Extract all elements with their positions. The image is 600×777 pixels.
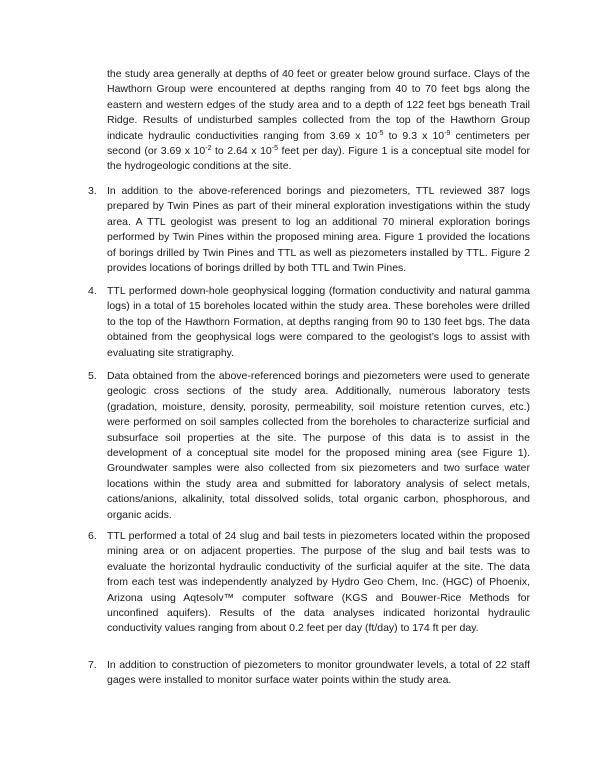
list-number: 3. (88, 185, 97, 197)
text-run: centimeters per second (or 3.69 x 10 (107, 129, 530, 158)
list-item-4: TTL performed down-hole geophysical logging (formation conductivity and natural gamma logs) in a total of 15 boreholes located within the study area. These boreholes were drilled to the top of the Hawthorn Formation, at depths ranging from 90 to 130 feet bgs. The data obtained from the geophysical logs were compared to the geologist’s logs to assist with evaluating site stratigraphy. (107, 285, 530, 359)
list-number: 5. (88, 370, 97, 382)
text-run: to 2.64 x 10 (211, 145, 272, 158)
text-run: to 9.3 x 10 (383, 129, 445, 142)
list-item-5: Data obtained from the above-referenced borings and piezometers were used to generate geologic cross sections of the study area. Additionally, numerous laboratory tests (gradation, moisture, density, porosity, permeability, soil moisture retention curves, etc.) were performed on soil samples collected from the boreholes to characterize surficial and subsurface soil properties at the site. The purpose of this data is to assist in the development of a conceptual site model for the proposed mining area (see Figure 1). Groundwater samples were also collected from six piezometers and two surface water locations within the study area and submitted for laboratory analysis of select metals, cations/anions, alkalinity, total dissolved solids, total organic carbon, phosphorous, and organic acids. (107, 370, 530, 521)
text-run: the study area generally at depths of 40 feet or greater below ground surface. Clays of the Hawthorn Group were encountered at depths ranging from 40 to 70 feet bgs along the eastern and western edges of the study area and to a depth of 122 feet bgs beneath Trail Ridge. Results of undisturbed samples collected from the top of the Hawthorn Group indicate hydraulic conductivities ranging from 3.69 x 10 (107, 68, 530, 142)
list-number: 4. (88, 285, 97, 297)
exponent: -9 (444, 129, 451, 137)
list-item-7: In addition to construction of piezometers to monitor groundwater levels, a total of 22 staff gages were installed to monitor surface water points within the study area. (107, 659, 530, 687)
exponent: -2 (205, 145, 212, 153)
exponent: -5 (377, 129, 384, 137)
list-number: 6. (88, 530, 97, 542)
list-item-6: TTL performed a total of 24 slug and bail tests in piezometers located within the proposed mining area or on adjacent properties. The purpose of the slug and bail tests was to evaluate the horizontal hydraulic conductivity of the surficial aquifer at the site. The data from each test was independently analyzed by Hydro Geo Chem, Inc. (HGC) of Phoenix, Arizona using Aqtesolv™ computer software (KGS and Bouwer-Rice Methods for unconfined aquifers). Results of the data analyses indicated horizontal hydraulic conductivity values ranging from about 0.2 feet per day (ft/day) to 174 ft per day. (107, 530, 530, 635)
text-run: feet per day). Figure 1 is a conceptual site model for the hydrogeologic conditions at the site. (107, 145, 530, 173)
list-number: 7. (88, 659, 97, 671)
list-item-3: In addition to the above-referenced borings and piezometers, TTL reviewed 387 logs prepared by Twin Pines as part of their mineral exploration investigations within the study area. A TTL geologist was present to log an additional 70 mineral exploration borings performed by Twin Pines within the proposed mining area. Figure 1 provided the locations of borings drilled by Twin Pines and TTL as well as piezometers installed by TTL. Figure 2 provides locations of borings drilled by both TTL and Twin Pines. (107, 185, 530, 275)
exponent: -5 (271, 145, 278, 153)
paragraph-continued (107, 67, 530, 175)
